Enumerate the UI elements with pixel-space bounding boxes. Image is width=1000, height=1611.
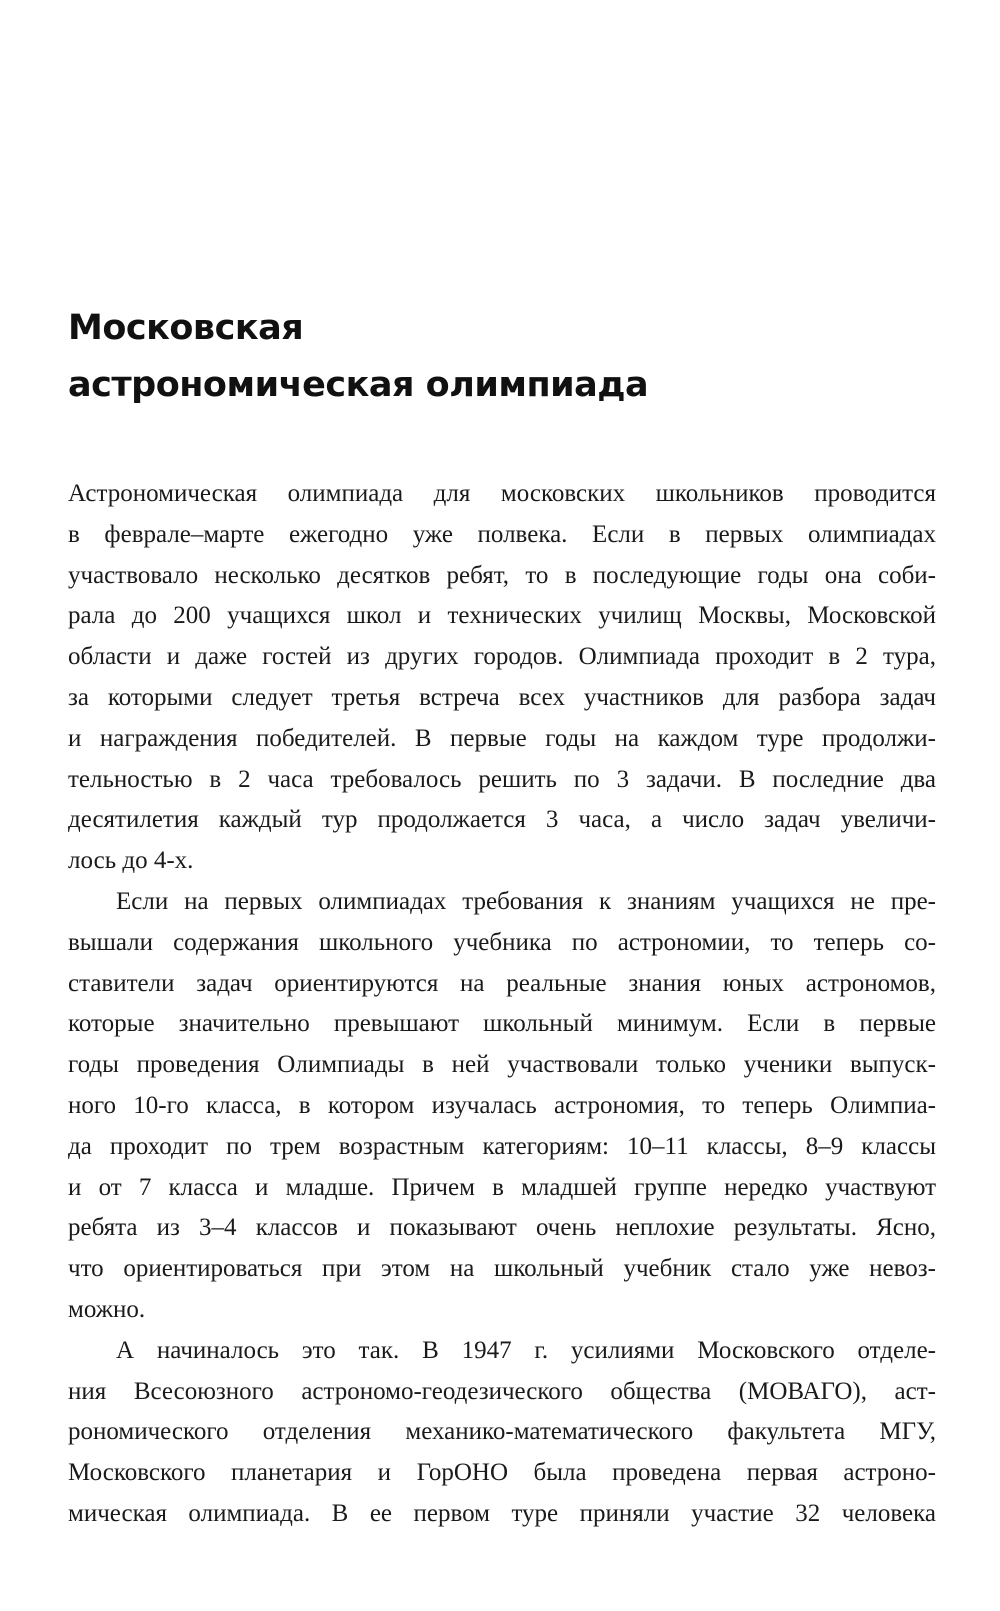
text-line: ставители задач ориентируются на реальные знания юных астрономов, — [68, 969, 936, 997]
chapter-title-line-2: астрономическая олимпиада — [68, 365, 649, 405]
paragraph-3 — [68, 1331, 936, 1535]
text-line: мическая олимпиада. В ее первом туре приняли участие 32 человека — [68, 1499, 936, 1527]
chapter-title-line-1: Московская — [68, 308, 304, 348]
text-line: которые значительно превышают школьный минимум. Если в первые — [68, 1010, 936, 1038]
text-line: рала до 200 учащихся школ и технических училищ Москвы, Московской — [68, 602, 936, 630]
body-text — [68, 474, 936, 1535]
text-line: можно. — [68, 1295, 146, 1323]
text-line: лось до 4-х. — [68, 847, 194, 875]
paragraph-2 — [68, 882, 936, 1331]
text-line: в феврале–марте ежегодно уже полвека. Если в первых олимпиадах — [68, 520, 936, 548]
text-line: рономического отделения механико-математического факультета МГУ, — [68, 1418, 936, 1446]
text-line: А начиналось это так. В 1947 г. усилиями Московского отделе- — [116, 1336, 936, 1364]
text-line: что ориентироваться при этом на школьный учебник стало уже невоз- — [68, 1255, 936, 1283]
text-line: ного 10-го класса, в котором изучалась астрономия, то теперь Олимпиа- — [68, 1091, 936, 1119]
text-line: Московского планетария и ГорОНО была проведена первая астроно- — [68, 1459, 936, 1487]
text-line: Астрономическая олимпиада для московских школьников проводится — [68, 480, 936, 507]
text-line: участвовало несколько десятков ребят, то в последующие годы она соби- — [68, 561, 936, 589]
text-line: годы проведения Олимпиады в ней участвовали только ученики выпуск- — [68, 1051, 936, 1079]
text-line: области и даже гостей из других городов. Олимпиада проходит в 2 тура, — [68, 643, 936, 671]
text-line: за которыми следует третья встреча всех участников для разбора задач — [68, 683, 936, 711]
text-line: тельностью в 2 часа требовалось решить по 3 задачи. В последние два — [68, 765, 936, 793]
text-line: да проходит по трем возрастным категориям: 10–11 классы, 8–9 классы — [68, 1132, 936, 1160]
text-line: ребята из 3–4 классов и показывают очень неплохие результаты. Ясно, — [68, 1214, 936, 1242]
text-line: Если на первых олимпиадах требования к знаниям учащихся не пре- — [116, 887, 936, 915]
paragraph-1 — [68, 474, 936, 882]
chapter-title — [68, 300, 948, 414]
text-line: и награждения победителей. В первые годы на каждом туре продолжи- — [68, 724, 936, 752]
text-line: ния Всесоюзного астрономо-геодезического общества (МОВАГО), аст- — [68, 1377, 936, 1405]
text-line: десятилетия каждый тур продолжается 3 часа, а число задач увеличи- — [68, 806, 936, 834]
text-line: вышали содержания школьного учебника по астрономии, то теперь со- — [68, 928, 936, 956]
text-line: и от 7 класса и младше. Причем в младшей группе нередко участвуют — [68, 1173, 936, 1201]
